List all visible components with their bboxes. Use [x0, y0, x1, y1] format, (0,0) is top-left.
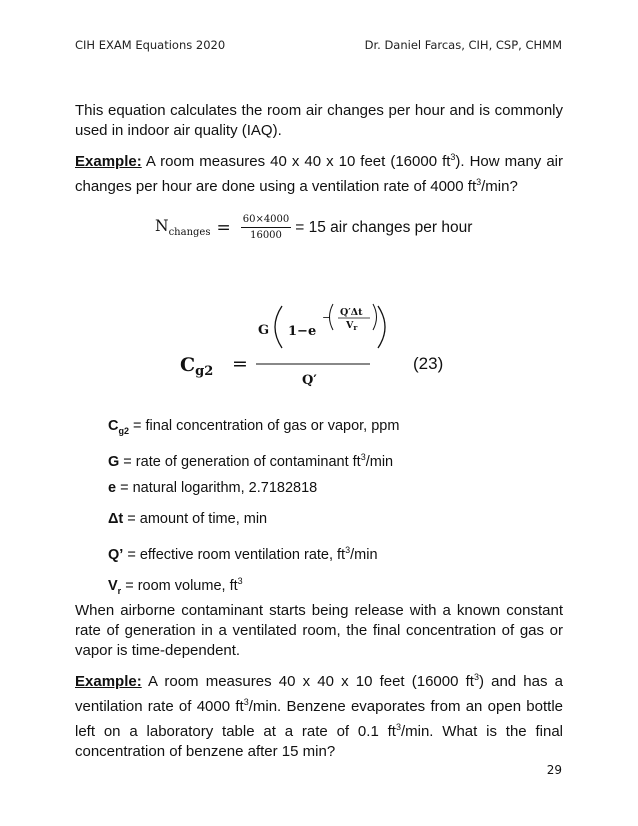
def-description: = amount of time, min: [123, 511, 268, 527]
example-2-paragraph: [75, 667, 563, 762]
def-sup: 3: [345, 545, 351, 555]
def-sup: 3: [237, 576, 243, 586]
eq1-lhs: [155, 217, 210, 238]
eq2-exp-right-paren: [373, 304, 377, 330]
example-2-text-c: /min. Benzene evaporates from an open bottle left on a laboratory table at a rate of 0.1 ft: [75, 698, 563, 740]
definition-delta-t: [108, 509, 399, 540]
def-description: = room volume, ft: [121, 577, 238, 594]
eq2-lhs: $C_{g2}$: [180, 354, 214, 379]
eq1-equals: =: [216, 217, 231, 238]
header-left: CIH EXAM Equations 2020: [75, 38, 226, 52]
eq2-left-paren: [275, 306, 282, 348]
def-description: = natural logarithm, 2.7182818: [116, 480, 318, 496]
time-dependent-paragraph: When airborne contaminant starts being release with a known constant rate of generation in a ventilated room, the final concentration of gas or vapor is time-dependent.: [75, 602, 563, 659]
def-description: = effective room ventilation rate, ft: [123, 546, 346, 563]
example-1-label: Example:: [75, 153, 142, 170]
example-1-sup-b: 3: [476, 177, 482, 187]
example-1-text-c: /min?: [481, 178, 518, 195]
def-description: = final concentration of gas or vapor, ppm: [129, 418, 400, 434]
example-1-text-b: ). How many air changes per hour are done using a ventilation rate of 4000 ft: [75, 153, 563, 195]
eq1-result: = 15 air changes per hour: [295, 218, 473, 236]
example-2-sup-c: 3: [395, 722, 401, 732]
page-number: 29: [546, 763, 562, 777]
def-sup: 3: [360, 452, 366, 462]
eq2-right-paren: [378, 306, 385, 348]
eq1-fraction: [241, 214, 292, 241]
example-1-text-a: A room measures 40 x 40 x 10 feet (16000 ft: [141, 153, 451, 170]
example-2-label: Example:: [75, 673, 142, 690]
example-2-sup-a: 3: [473, 672, 479, 682]
def-symbol-sub: r: [117, 585, 122, 596]
def-symbol-sub: g2: [118, 425, 129, 436]
example-1-paragraph: [75, 147, 563, 197]
definition-e: [108, 478, 399, 509]
eq2-exponent-minus: −: [322, 311, 332, 324]
definition-vr: [108, 571, 399, 602]
eq2-generation-rate: G: [258, 323, 270, 338]
eq2-equals: =: [232, 353, 248, 375]
def-tail: /min: [350, 546, 378, 563]
def-symbol: e: [108, 480, 117, 496]
eq2-exponent-numerator: Q′Δt: [340, 307, 363, 318]
example-2-text-a: A room measures 40 x 40 x 10 feet (16000 ft: [141, 673, 474, 690]
def-description: = rate of generation of contaminant ft: [119, 453, 361, 470]
eq2-one-minus-e: 1−e: [288, 324, 317, 339]
def-symbol: G: [108, 453, 120, 470]
intro-paragraph: This equation calculates the room air changes per hour and is commonly used in indoor air quality (IAQ).: [75, 102, 563, 139]
example-2-sup-b: 3: [243, 697, 249, 707]
eq1-numerator: 60×4000: [241, 214, 292, 228]
eq1-denominator: 16000: [250, 230, 282, 241]
equation-number: (23): [413, 354, 444, 373]
definitions-list: [108, 416, 399, 602]
def-symbol: V: [108, 577, 118, 594]
def-symbol: C: [108, 418, 119, 434]
eq1-lhs-symbol: N: [155, 216, 169, 235]
header-right: Dr. Daniel Farcas, CIH, CSP, CHMM: [364, 38, 562, 52]
eq1-lhs-subscript: changes: [168, 227, 211, 239]
eq2-denominator: Q′: [302, 373, 317, 388]
definition-cg2: [108, 416, 399, 447]
example-2-text-b: ) and has a ventilation rate of 4000 ft: [75, 673, 563, 715]
def-symbol: Q’: [108, 546, 124, 563]
def-symbol: Δt: [108, 511, 124, 527]
def-tail: /min: [365, 453, 394, 470]
definition-g: [108, 447, 399, 478]
example-2-text-d: /min. What is the final concentration of benzene after 15 min?: [75, 723, 563, 760]
air-changes-equation: [155, 214, 472, 241]
eq2-exponent-denominator: $V_r$: [346, 320, 358, 332]
example-1-sup-a: 3: [450, 152, 456, 162]
definition-q-prime: [108, 540, 399, 571]
